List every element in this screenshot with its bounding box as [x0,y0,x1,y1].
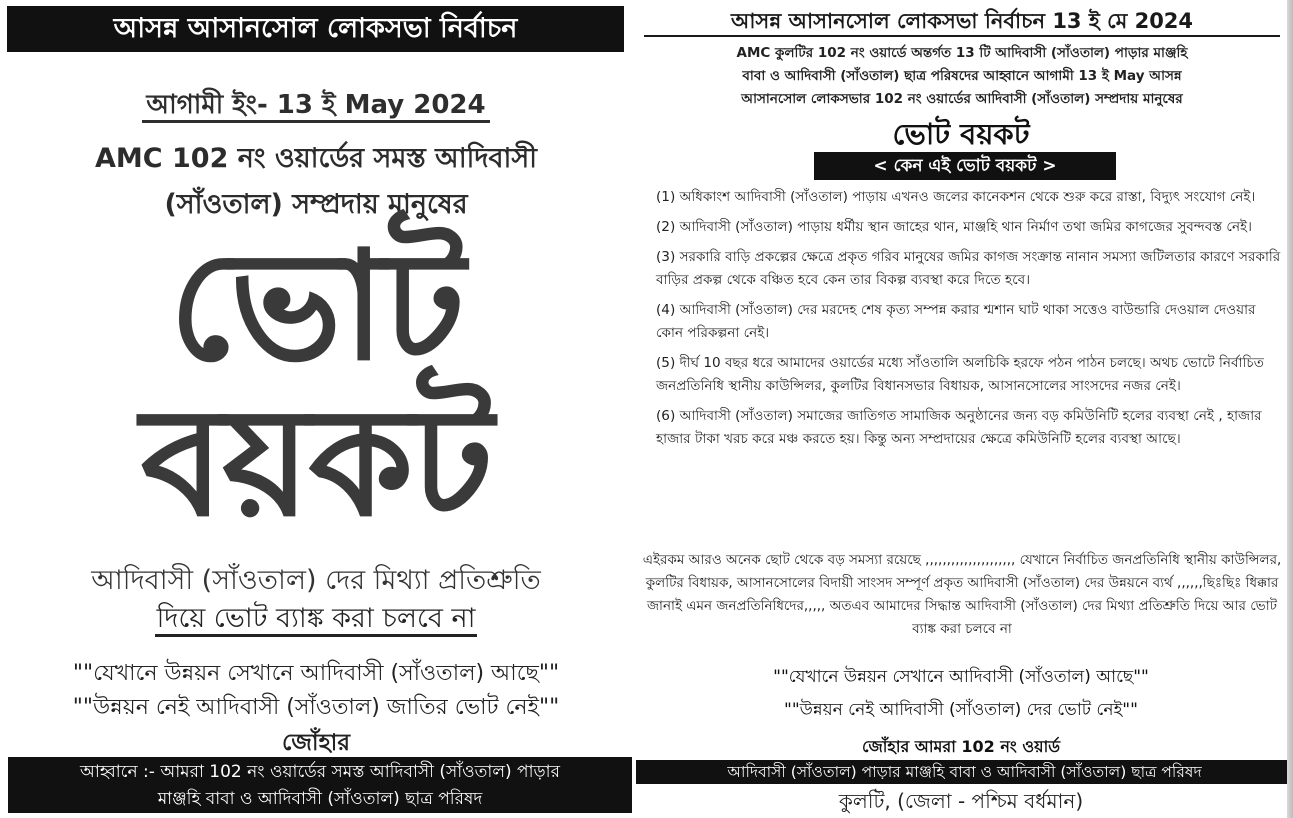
left-date-text: আগামী ইং- 13 ই May 2024 [142,90,489,123]
list-item: (5) দীর্ঘ 10 বছর ধরে আমাদের ওয়ার্ডের মধ্যে সাঁওতালি অলচিকি হরফে পঠন পাঠন চলছে। অথচ ভোটে নির্বাচিত জনপ্রতিনিধি স্থানীয় কাউন্সিলর, কুলটির বিধানসভার বিধায়ক, আসানসোলের সাংসদের নজর নেই। [656,355,1264,394]
right-closing-paragraph: এইরকম আরও অনেক ছোট থেকে বড় সমস্যা রয়েছে ,,,,,,,,,,,,,,,,,,,,, যেখানে নির্বাচিত জনপ্রতিনিধি স্থানীয় কাউন্সিলর, কুলটির বিধায়ক, আসানসোলের বিদায়ী সাংসদ সম্পূর্ণ প্রকৃত আদিবাসী (সাঁওতাল) দের উন্নয়নে ব্যর্থ ,,,,,,ছিঃছিঃ ধিক্কার জানাই এমন জনপ্রতিনিধিদের,,,,, অতএব আমাদের সিদ্ধান্ত আদিবাসী (সাঁওতাল) দের মিথ্যা প্রতিশ্রুতি দিয়ে আর ভোট ব্যাঙ্ক করা চলবে না [642,552,1282,637]
right-footer-bar: আদিবাসী (সাঁওতাল) পাড়ার মাঞ্জহি বাবা ও আদিবাসী (সাঁওতাল) ছাত্র পরিষদ [636,760,1293,784]
list-item: (2) আদিবাসী (সাঁওতাল) পাড়ায় ধর্মীয় স্থান জাহের থান, মাঞ্জহি থান নির্মাণ তথা জমির কাগজের সুবন্দবস্ত নেই। [656,219,1252,235]
right-why-label: < কেন এই ভোট বয়কট > [814,152,1116,180]
right-intro-line2: বাবা ও আদিবাসী (সাঁওতাল) ছাত্র পরিষদের আহ্বানে আগামী 13 ই May আসন্ন [742,68,1182,84]
list-item: (6) আদিবাসী (সাঁওতাল) সমাজের জাতিগত সামাজিক অনুষ্ঠানের জন্য বড় কমিউনিটি হলের ব্যবস্থা নেই , হাজার হাজার টাকা খরচ করে মঞ্চ করতে হয়। কিন্তু অন্য সম্প্রদায়ের ক্ষেত্রে কমিউনিটি হলের ব্যবস্থা আছে। [656,408,1262,447]
right-heading: ভোট বয়কট [892,117,1030,151]
right-quote1: ""যেখানে উন্নয়ন সেখানে আদিবাসী (সাঁওতাল) আছে"" [773,667,1149,687]
list-item: (1) অধিকাংশ আদিবাসী (সাঁওতাল) পাড়ায় এখনও জলের কানেকশন থেকে শুরু করে রাস্তা, বিদ্যুৎ সংযোগ নেই। [656,189,1256,205]
right-intro [642,42,1282,111]
list-item: (3) সরকারি বাড়ি প্রকল্পের ক্ষেত্রে প্রকৃত গরিব মানুষের জমির কাগজ সংক্রান্ত নানান সমস্যা জটিলতার কারণে সরকারি বাড়ির প্রকল্প থেকে বঞ্চিত হবে কেন তার বিকল্প ব্যবস্থা করে দিতে হবে। [656,249,1281,288]
left-footer-line1: আহ্বানে :- আমরা 102 নং ওয়ার্ডের সমস্ত আদিবাসী (সাঁওতাল) পাড়ার [80,762,560,782]
left-greeting: জোঁহার [282,730,350,756]
right-points-list [656,186,1286,458]
left-poster [0,0,632,818]
right-location: কুলটি, (জেলা - পশ্চিম বর্ধমান) [838,789,1084,813]
left-big-word-vote: ভোট [169,220,463,394]
left-date-line [0,84,632,128]
left-subtitle-line2: (সাঁওতাল) সম্প্রদায় মানুষের [164,189,468,220]
left-promise-line2 [0,598,632,643]
right-title: আসন্ন আসানসোল লোকসভা নির্বাচন 13 ই মে 2024 [642,6,1282,36]
left-footer [8,757,632,813]
left-subtitle [20,136,612,228]
right-quote2: ""উন্নয়ন নেই আদিবাসী (সাঁওতাল) দের ভোট নেই"" [784,700,1138,720]
list-item: (4) আদিবাসী (সাঁওতাল) দের মরদেহ শেষ কৃত্য সম্পন্ন করার শ্মশান ঘাট থাকা সত্তেও বাউন্ডারি দেওয়াল দেওয়ার কোন পরিকল্পনা নেই। [656,302,1256,341]
left-promise-line2-text: দিয়ে ভোট ব্যাঙ্ক করা চলবে না [155,603,478,637]
left-big-word-boycott: বয়কট [140,376,492,550]
left-banner: আসন্ন আসানসোল লোকসভা নির্বাচন [7,6,624,52]
right-intro-line1: AMC কুলটির 102 নং ওয়ার্ডে অন্তর্গত 13 টি আদিবাসী (সাঁওতাল) পাড়ার মাঞ্জহি [736,45,1188,61]
left-footer-line2: মাঞ্জহি বাবা ও আদিবাসী (সাঁওতাল) ছাত্র পরিষদ [157,789,483,809]
left-quote2: ""উন্নয়ন নেই আদিবাসী (সাঁওতাল) জাতির ভোট নেই"" [72,695,560,720]
right-intro-line3: আসানসোল লোকসভার 102 নং ওয়ার্ডের আদিবাসী (সাঁওতাল) সম্প্রদায় মানুষের [741,91,1183,107]
right-poster [636,0,1293,818]
left-subtitle-line1: AMC 102 নং ওয়ার্ডের সমস্ত আদিবাসী [95,143,537,174]
left-quote1: ""যেখানে উন্নয়ন সেখানে আদিবাসী (সাঁওতাল) আছে"" [72,661,560,686]
page-edge [1287,0,1293,818]
right-greeting: জোঁহার আমরা 102 নং ওয়ার্ড [861,737,1061,756]
left-promise-line1: আদিবাসী (সাঁওতাল) দের মিথ্যা প্রতিশ্রুতি [91,565,541,596]
